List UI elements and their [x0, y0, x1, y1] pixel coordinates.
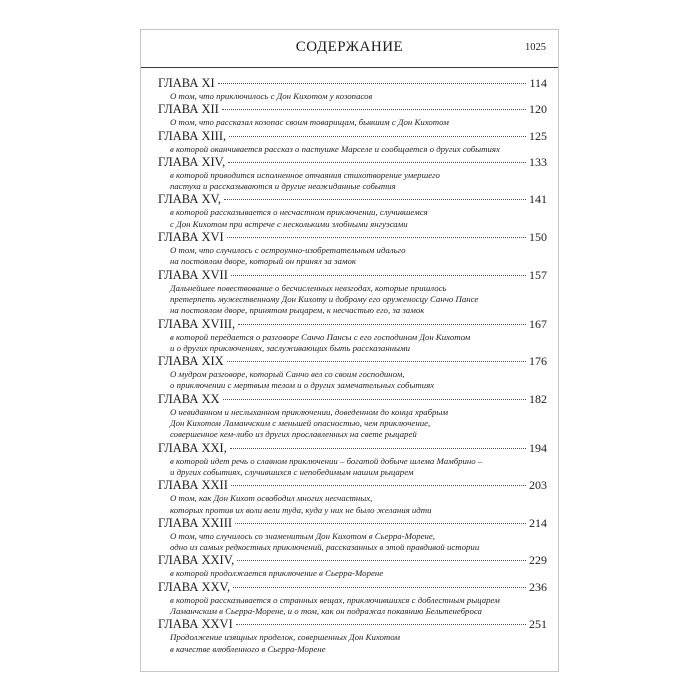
toc-entry	[158, 192, 547, 230]
chapter-description: О невиданном и неслыханном приключении, доведенном до конца храбрым Дон Кихотом Ламанчским с меньшей опасностью, чем приключение, совершенное кем-либо из других прославленных на свете рыцарей	[170, 406, 449, 440]
toc-entry	[158, 268, 547, 317]
dot-leader	[230, 448, 526, 449]
toc-entry-heading	[158, 580, 547, 594]
chapter-title: ГЛАВА XXIII	[158, 515, 233, 530]
toc-entry-heading	[158, 268, 547, 282]
chapter-description: О том, что случилось со знаменитым Дон Кихотом в Сьерра-Морене, одно из самых редкостных приключений, рассказанных в этой правдивой истории	[170, 530, 480, 553]
chapter-description: О том, что рассказал козопас своим товарищам, бывшим с Дон Кихотом	[170, 117, 449, 128]
chapter-description: Дальнейшее повествование о бесчисленных невзгодах, которые пришлось претерпеть мужественному Дон Кихоту и доброму его оруженосцу Санчо Пансе на постоялом дворе, принятом рыцарем, к несчастью его, за замок	[170, 282, 479, 316]
toc-entry	[158, 76, 547, 102]
chapter-description: О том, что приключилось с Дон Кихотом у козопасов	[170, 91, 373, 101]
chapter-title: ГЛАВА XXVI	[158, 617, 233, 632]
chapter-title: ГЛАВА XXI,	[158, 440, 227, 455]
page-title: СОДЕРЖАНИЕ	[295, 39, 404, 55]
chapter-page-number: 157	[529, 267, 547, 282]
toc-entry-heading	[158, 155, 547, 169]
toc-entry-heading	[158, 317, 547, 331]
chapter-description: О том, что случилось с остроумно-изобретательным идальго на постоялом дворе, который он принял за замок	[170, 245, 406, 267]
toc-entry	[158, 129, 547, 155]
chapter-description: в которой приводится исполненное отчаяния стихотворение умершего пастуха и рассказываются и другие неожиданные события	[170, 169, 440, 192]
chapter-description: в которой идет речь о славном приключении – богатой добыче шлема Мамбрино – и других событиях, случившихся с непобедимым нашим рыцарем	[170, 455, 483, 477]
chapter-title: ГЛАВА XXV,	[158, 579, 231, 594]
toc-entry	[158, 553, 547, 579]
dot-leader	[231, 485, 526, 486]
page-number: 1025	[525, 42, 546, 53]
chapter-title: ГЛАВА XVII	[158, 267, 228, 282]
chapter-description: в которой оканчивается рассказ о пастушке Марселе и сообщается о других событиях	[170, 143, 500, 154]
chapter-title: ГЛАВА XIV,	[158, 154, 226, 169]
toc-entry-heading	[158, 192, 547, 206]
toc-entry	[158, 617, 547, 655]
toc-entry	[158, 317, 547, 355]
chapter-description: в которой рассказывается о странных вещах, приключившихся с доблестным рыцарем Ламанчским в Сьерра-Морене, и о том, как он подражал покаянию Бельтенеброса	[170, 594, 500, 617]
toc-entry-heading	[158, 478, 547, 492]
chapter-description: О мудром разговоре, который Санчо вел со своим господином, о приключении с мертвым телом и о других замечательных событиях	[170, 369, 435, 391]
toc-entry-heading	[158, 230, 547, 244]
table-of-contents	[158, 76, 547, 655]
dot-leader	[237, 560, 526, 561]
toc-entry-heading	[158, 354, 547, 368]
dot-leader	[231, 275, 526, 276]
toc-entry	[158, 478, 547, 516]
toc-entry	[158, 102, 547, 128]
dot-leader	[236, 624, 526, 625]
chapter-page-number: 203	[529, 478, 547, 493]
chapter-title: ГЛАВА XIX	[158, 354, 224, 369]
toc-entry-heading	[158, 516, 547, 530]
dot-leader	[238, 324, 526, 325]
header-rule	[141, 67, 558, 68]
chapter-title: ГЛАВА XII	[158, 102, 219, 117]
chapter-page-number: 251	[529, 617, 547, 632]
dot-leader	[218, 83, 527, 84]
dot-leader	[223, 399, 526, 400]
page-header	[141, 30, 558, 67]
toc-entry-heading	[158, 392, 547, 406]
chapter-page-number: 229	[529, 553, 547, 568]
chapter-description: в которой передается о разговоре Санчо Пансы с его господином Дон Кихотом и о других приключениях, заслуживающих быть рассказанными	[170, 331, 471, 353]
dot-leader	[233, 587, 526, 588]
dot-leader	[229, 136, 526, 137]
chapter-title: ГЛАВА XXIV,	[158, 553, 235, 568]
chapter-page-number: 214	[529, 515, 547, 530]
chapter-page-number: 114	[529, 76, 547, 90]
chapter-title: ГЛАВА XVI	[158, 230, 224, 245]
dot-leader	[227, 237, 526, 238]
book-page	[140, 29, 559, 672]
chapter-page-number: 194	[529, 440, 547, 455]
toc-entry	[158, 155, 547, 193]
chapter-title: ГЛАВА XIII,	[158, 128, 227, 143]
chapter-description: Продолжение изящных проделок, совершенных Дон Кихотом в качестве влюбленного в Сьерра-Морене	[170, 632, 400, 654]
chapter-title: ГЛАВА XI	[158, 76, 215, 90]
chapter-description: О том, как Дон Кихот освободил многих несчастных, которых против их воли вели туда, куда у них не было желания идти	[170, 493, 432, 515]
chapter-page-number: 150	[529, 230, 547, 245]
chapter-title: ГЛАВА XVIII,	[158, 316, 236, 331]
toc-entry-heading	[158, 553, 547, 567]
chapter-page-number: 125	[529, 128, 547, 143]
dot-leader	[224, 199, 526, 200]
toc-entry	[158, 441, 547, 479]
chapter-page-number: 167	[529, 316, 547, 331]
toc-entry	[158, 392, 547, 441]
chapter-description: в которой продолжается приключение в Сьерра-Морене	[170, 568, 384, 579]
toc-entry-heading	[158, 102, 547, 116]
chapter-title: ГЛАВА XXII	[158, 478, 228, 493]
chapter-description: в которой рассказывается о несчастном приключении, случившемся с Дон Кихотом при встрече с несколькими злобными янгуэсами	[170, 207, 428, 229]
chapter-page-number: 236	[529, 579, 547, 594]
chapter-page-number: 176	[529, 354, 547, 369]
toc-entry-heading	[158, 76, 547, 90]
toc-entry	[158, 516, 547, 554]
chapter-title: ГЛАВА XX	[158, 391, 220, 406]
toc-entry-heading	[158, 441, 547, 455]
toc-entry	[158, 354, 547, 392]
dot-leader	[235, 523, 526, 524]
chapter-page-number: 133	[529, 154, 547, 169]
dot-leader	[227, 361, 526, 362]
dot-leader	[222, 109, 526, 110]
toc-entry	[158, 230, 547, 268]
chapter-page-number: 120	[529, 102, 547, 117]
toc-entry	[158, 580, 547, 618]
dot-leader	[228, 162, 526, 163]
chapter-title: ГЛАВА XV,	[158, 192, 222, 207]
chapter-page-number: 141	[529, 192, 547, 207]
chapter-page-number: 182	[529, 391, 547, 406]
toc-entry-heading	[158, 617, 547, 631]
toc-entry-heading	[158, 129, 547, 143]
